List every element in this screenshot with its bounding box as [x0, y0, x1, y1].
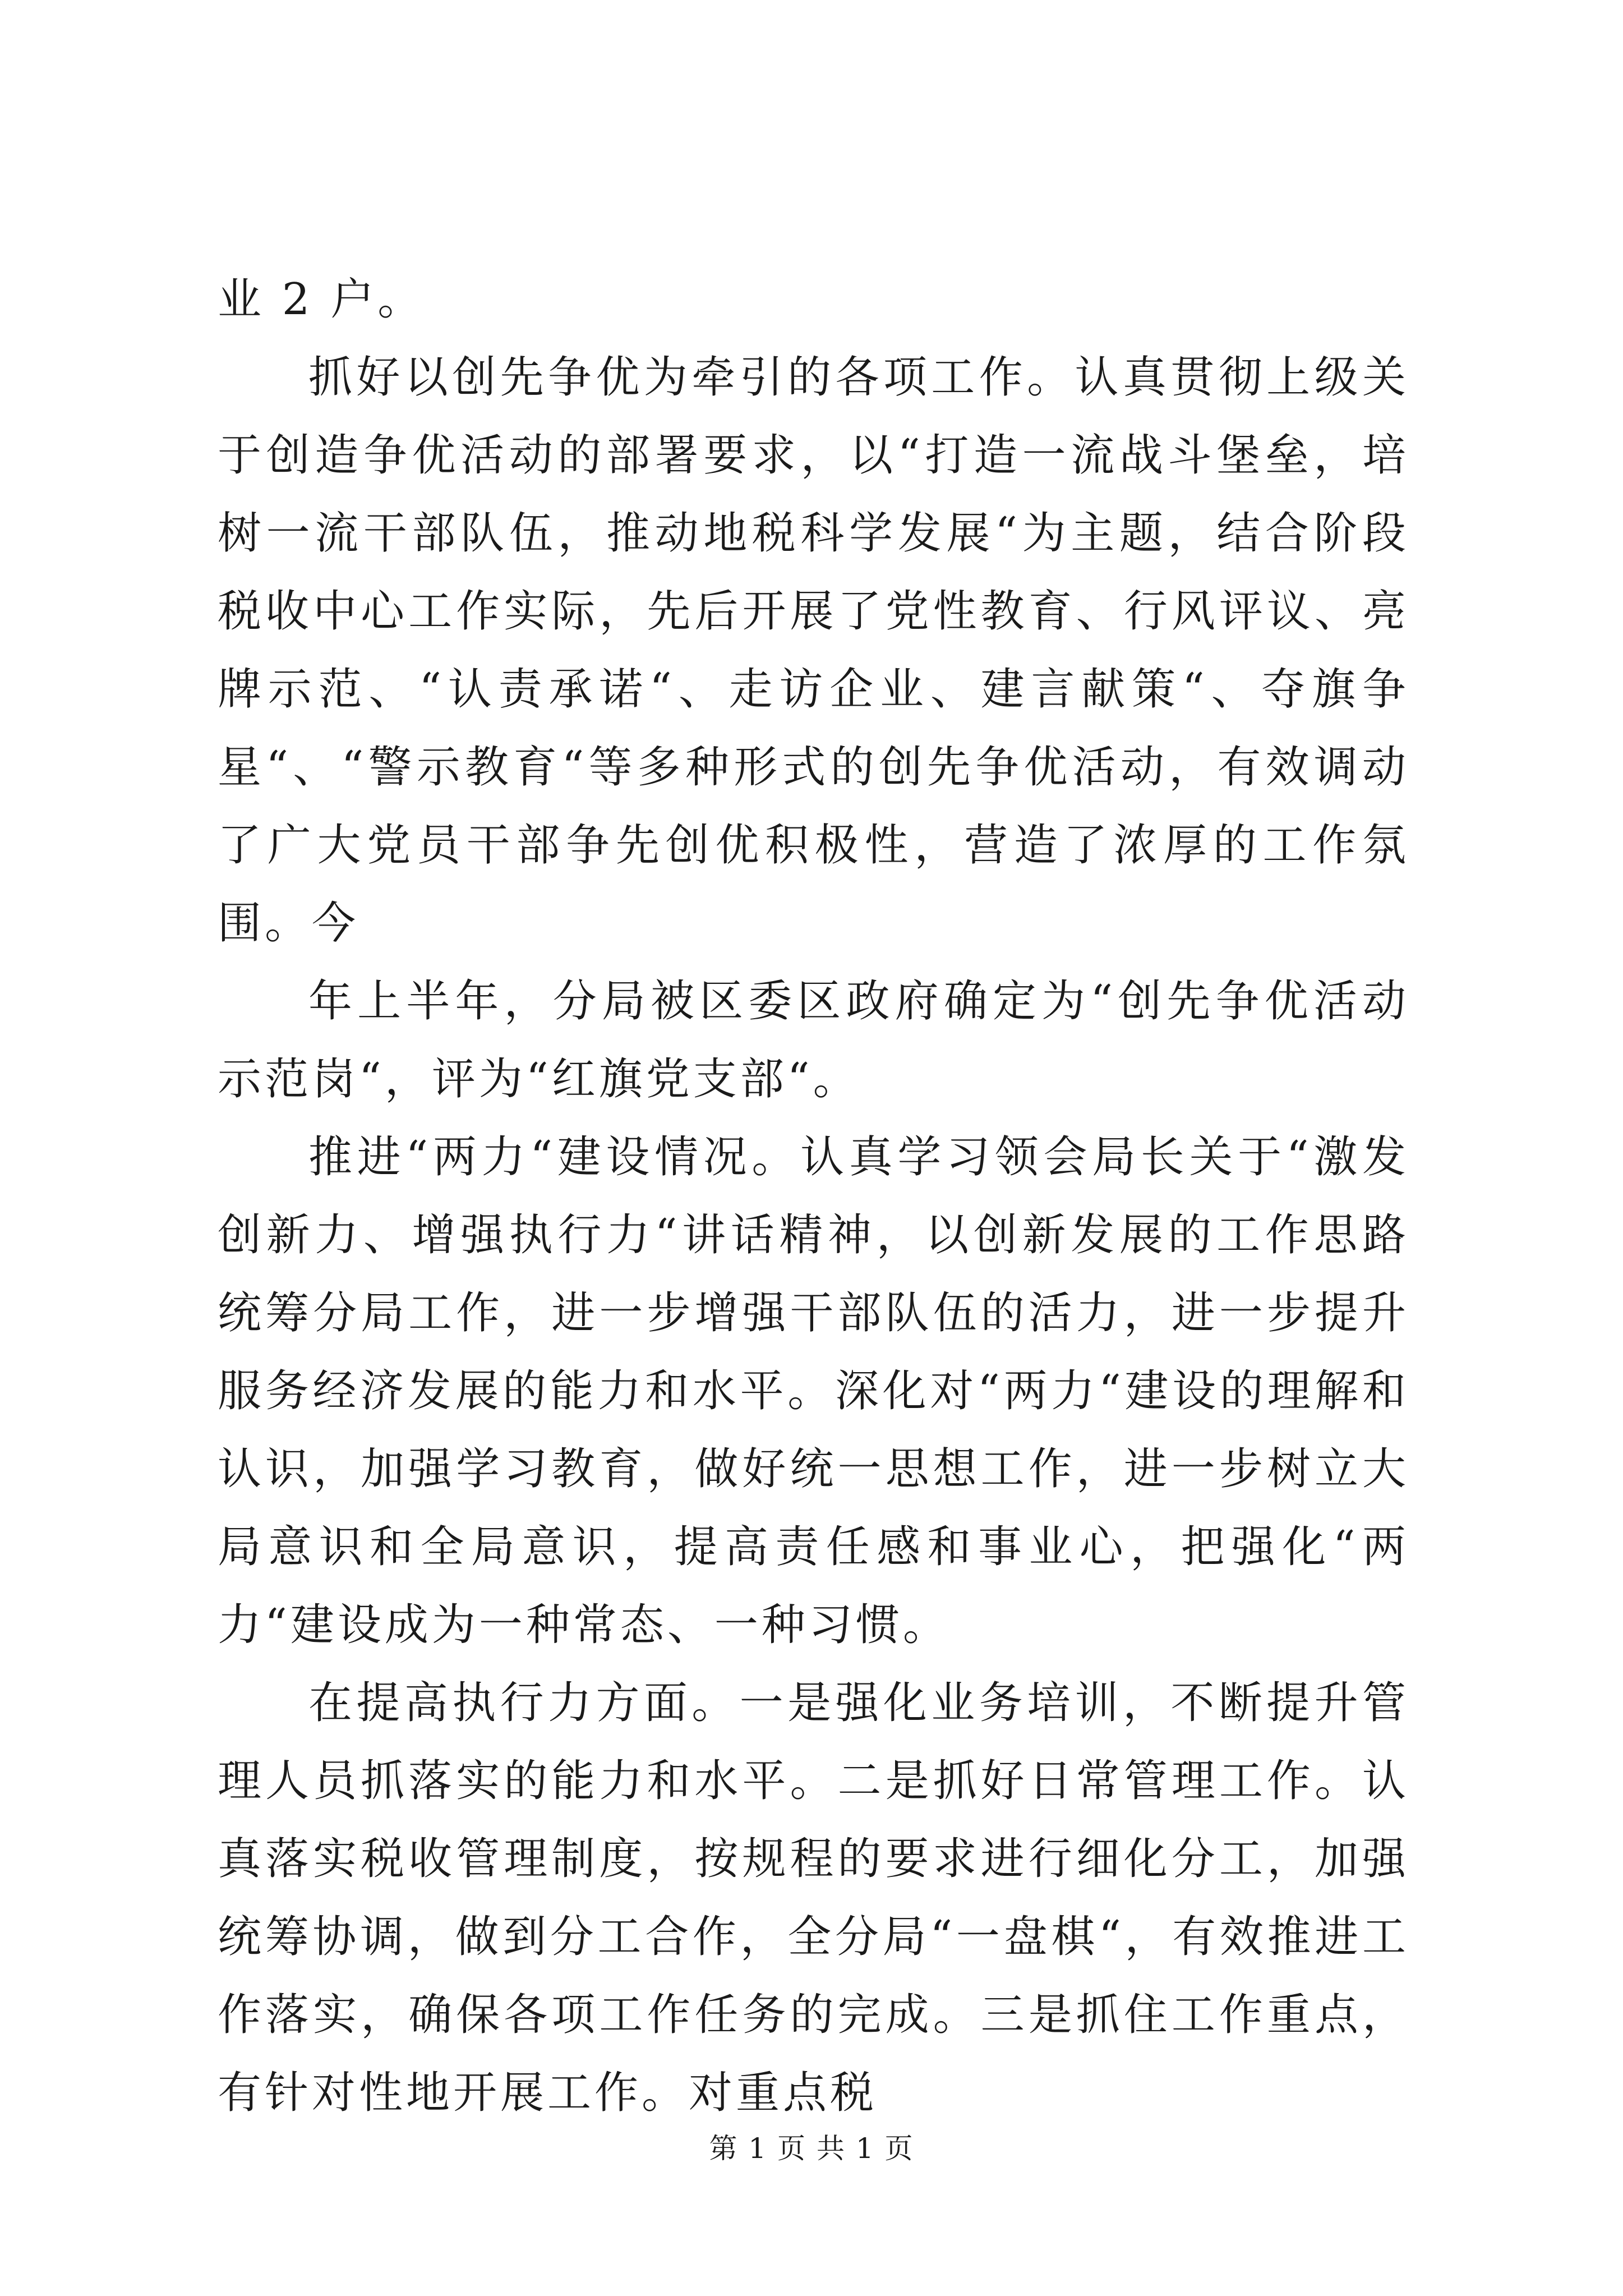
paragraph-3: 年上半年，分局被区委区政府确定为“创先争优活动示范岗“，评为“红旗党支部“。 — [218, 976, 1409, 1105]
paragraph-2: 抓好以创先争优为牵引的各项工作。认真贯彻上级关于创造争优活动的部署要求，以“打造一流战斗堡垒，培树一流干部队伍，推动地税科学发展“为主题，结合阶段税收中心工作实际，先后开展了党性教育、行风评议、亮牌示范、“认责承诺“、走访企业、建言献策“、夺旗争星“、“警示教育“等多种形式的创先争优活动，有效调动了广大党员干部争先创优积极性，营造了浓厚的工作氛围。今 — [218, 352, 1409, 949]
paragraph-4: 推进“两力“建设情况。认真学习领会局长关于“激发创新力、增强执行力“讲话精神，以创新发展的工作思路统筹分局工作，进一步增强干部队伍的活力，进一步提升服务经济发展的能力和水平。深化对“两力“建设的理解和认识，加强学习教育，做好统一思想工作，进一步树立大局意识和全局意识，提高责任感和事业心，把强化“两力“建设成为一种常态、一种习惯。 — [218, 1132, 1409, 1650]
page-footer: 第 1 页 共 1 页 — [709, 2132, 914, 2165]
document-body — [218, 261, 1409, 2132]
paragraph-5: 在提高执行力方面。一是强化业务培训，不断提升管理人员抓落实的能力和水平。二是抓好日常管理工作。认真落实税收管理制度，按规程的要求进行细化分工，加强统筹协调，做到分工合作，全分局“一盘棋“，有效推进工作落实，确保各项工作任务的完成。三是抓住工作重点，有针对性地开展工作。对重点税 — [218, 1678, 1409, 2118]
paragraph-1: 业 2 户。 — [218, 274, 425, 325]
